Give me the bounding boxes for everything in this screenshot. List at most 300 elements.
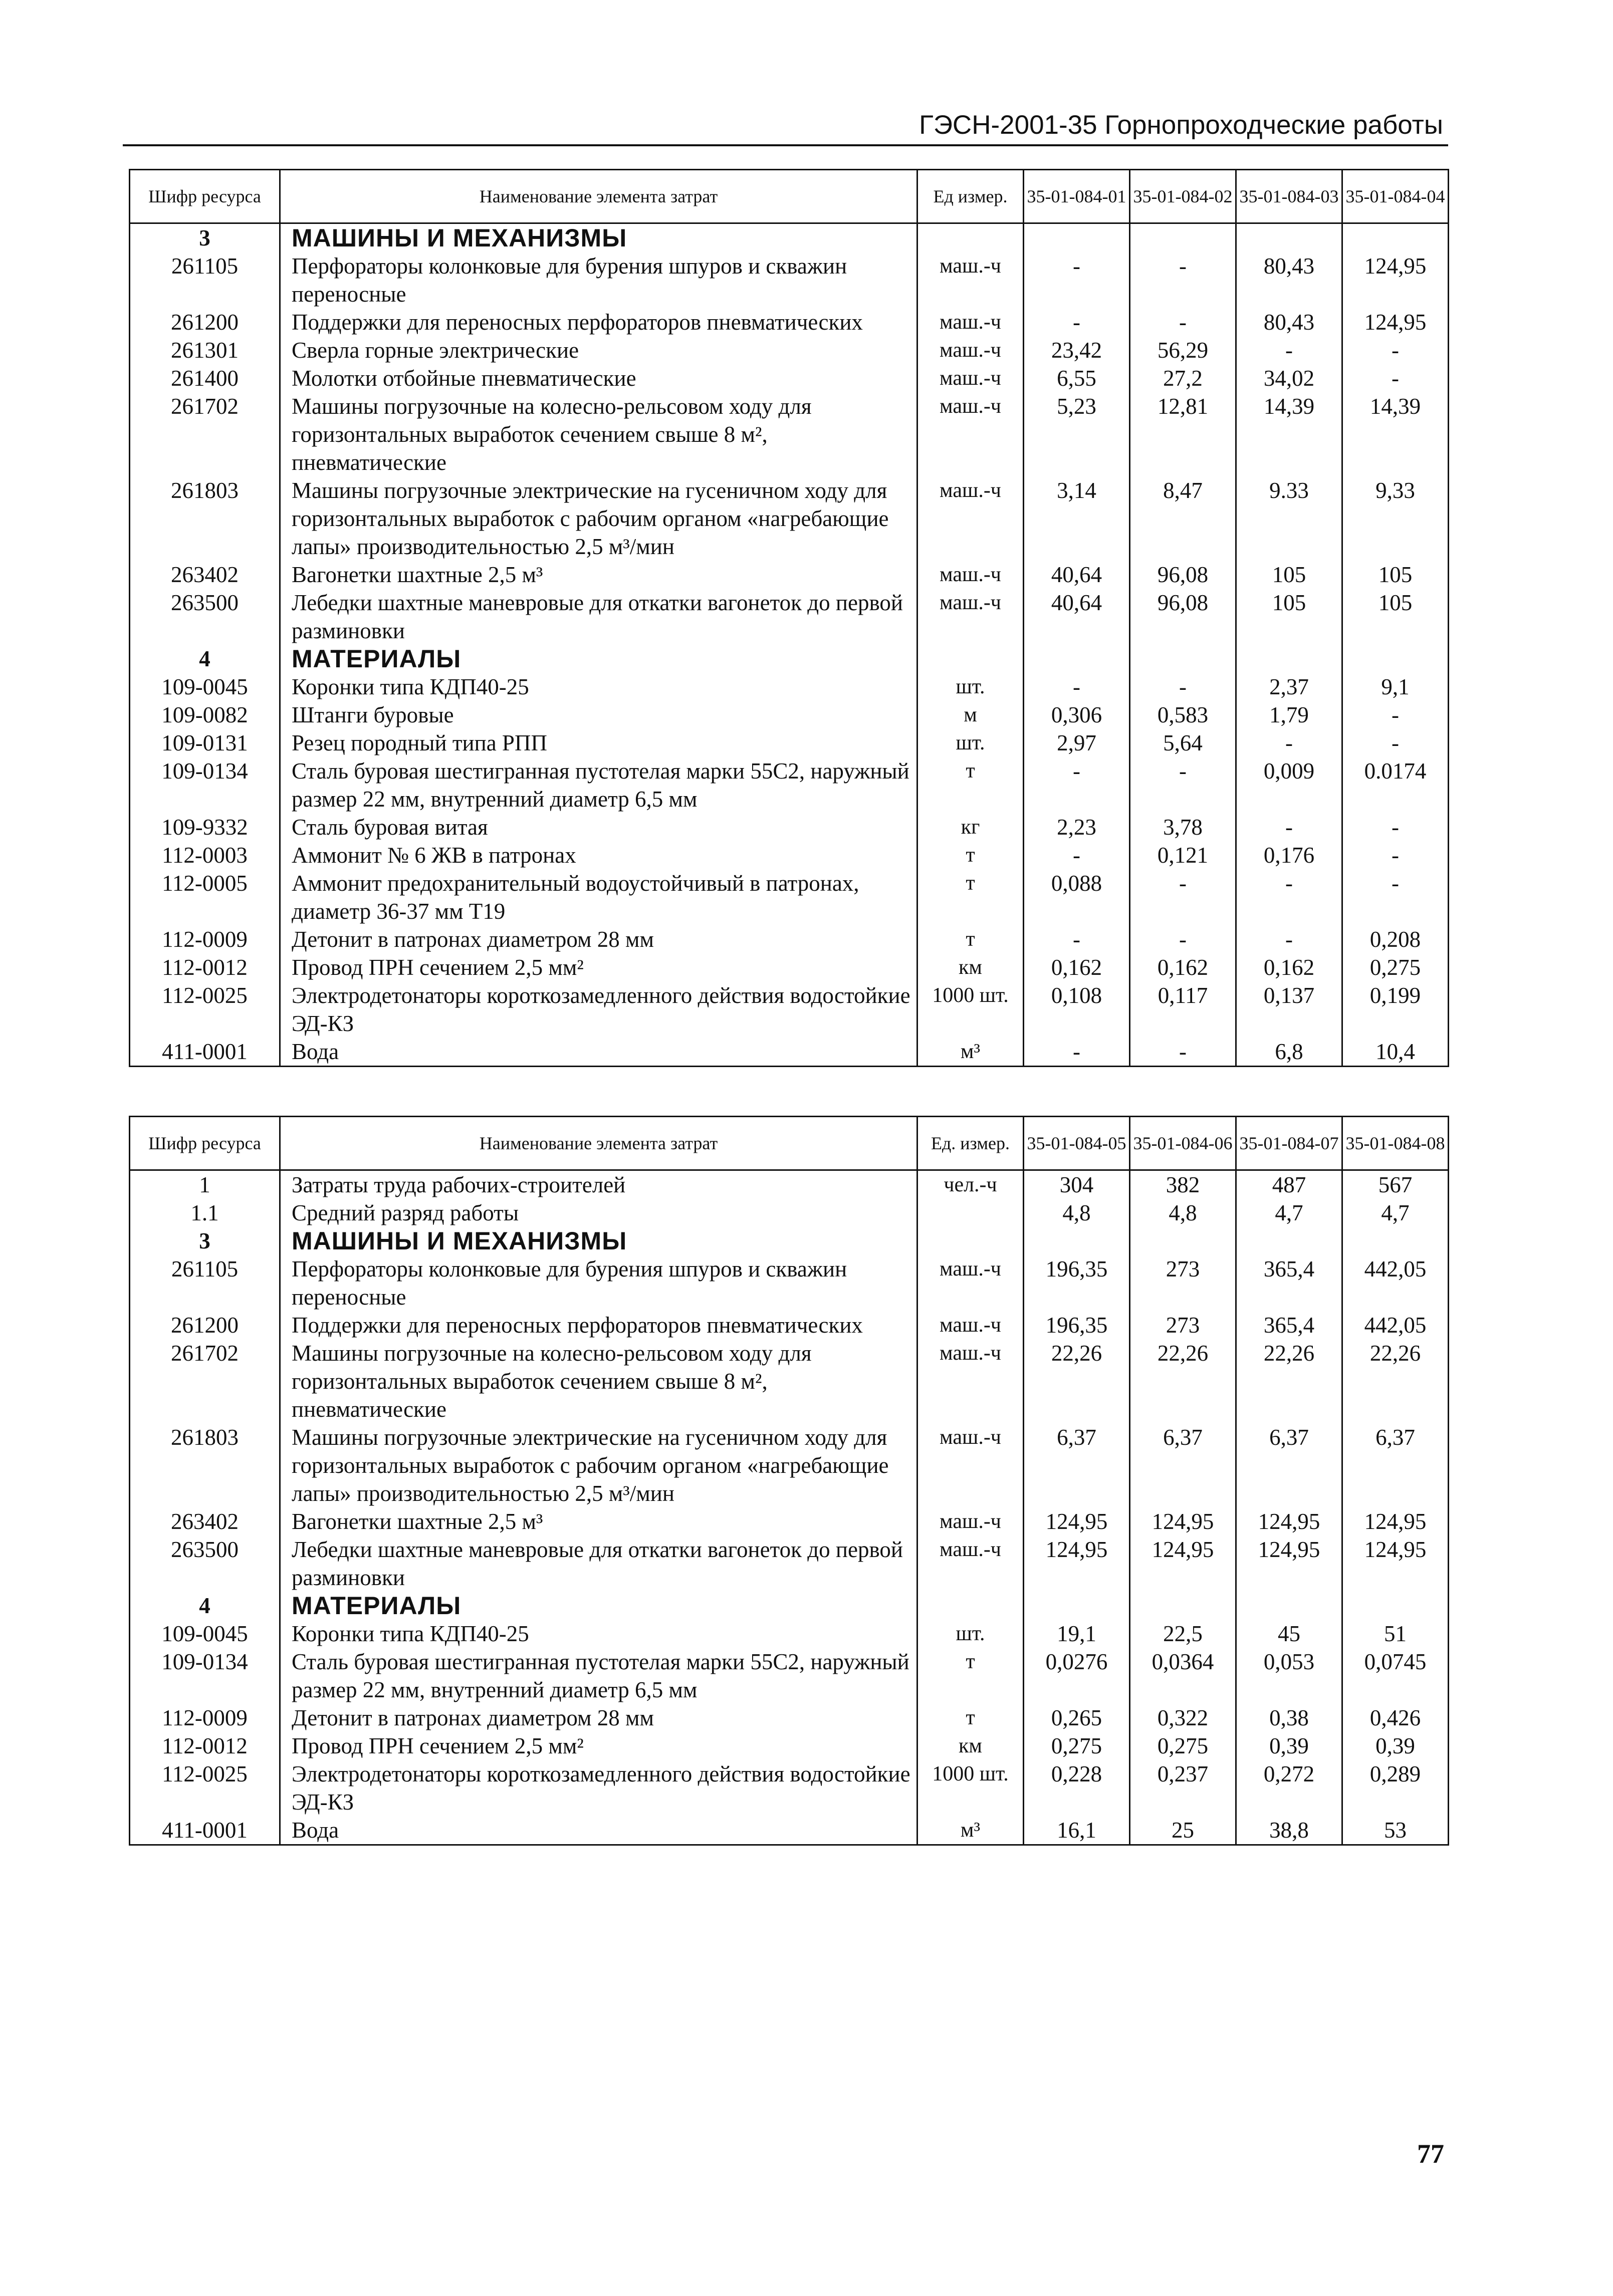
unit-cell: маш.-ч xyxy=(917,364,1024,392)
table-row xyxy=(130,813,1449,841)
column-header: 35-01-084-02 xyxy=(1130,170,1236,223)
value-cell: 0,208 xyxy=(1342,925,1449,953)
value-cell: 19,1 xyxy=(1024,1620,1130,1648)
column-header: 35-01-084-03 xyxy=(1236,170,1342,223)
value-cell: 0,583 xyxy=(1130,701,1236,729)
cost-element-name-cell: МАШИНЫ И МЕХАНИЗМЫ xyxy=(280,1227,917,1255)
unit-cell: маш.-ч xyxy=(917,308,1024,336)
value-cell: 0,275 xyxy=(1130,1732,1236,1760)
value-cell: 0,228 xyxy=(1024,1760,1130,1816)
resource-code-cell: 261803 xyxy=(130,1423,280,1507)
value-cell: 12,81 xyxy=(1130,392,1236,476)
value-cell: - xyxy=(1130,757,1236,813)
value-cell: 80,43 xyxy=(1236,252,1342,308)
value-cell: 124,95 xyxy=(1342,252,1449,308)
value-cell: 124,95 xyxy=(1342,308,1449,336)
value-cell: 9.33 xyxy=(1236,476,1342,561)
table-row xyxy=(130,757,1449,813)
value-cell: 124,95 xyxy=(1024,1507,1130,1536)
value-cell: - xyxy=(1024,841,1130,869)
section-row xyxy=(130,645,1449,673)
cost-element-name-cell: Поддержки для переносных перфораторов пневматических xyxy=(280,1311,917,1339)
section-row xyxy=(130,1227,1449,1255)
value-cell: 487 xyxy=(1236,1170,1342,1199)
value-cell: 0,108 xyxy=(1024,981,1130,1038)
value-cell: 0,322 xyxy=(1130,1704,1236,1732)
value-cell xyxy=(1236,223,1342,252)
resource-code-cell: 3 xyxy=(130,1227,280,1255)
value-cell: - xyxy=(1024,757,1130,813)
value-cell: 0,0276 xyxy=(1024,1648,1130,1704)
value-cell: 22,26 xyxy=(1236,1339,1342,1423)
table-row xyxy=(130,476,1449,561)
value-cell: 124,95 xyxy=(1342,1536,1449,1592)
resource-code-cell: 261803 xyxy=(130,476,280,561)
cost-element-name-cell: Машины погрузочные на колесно-рельсовом ходу для горизонтальных выработок сечением свыше 8 м², пневматические xyxy=(280,392,917,476)
resource-code-cell: 109-9332 xyxy=(130,813,280,841)
resource-code-cell: 3 xyxy=(130,223,280,252)
table-row xyxy=(130,925,1449,953)
value-cell: 96,08 xyxy=(1130,589,1236,645)
resource-code-cell: 261105 xyxy=(130,1255,280,1311)
value-cell: 1,79 xyxy=(1236,701,1342,729)
value-cell: 6,8 xyxy=(1236,1038,1342,1067)
resource-code-cell: 109-0082 xyxy=(130,701,280,729)
cost-element-name-cell: Лебедки шахтные маневровые для откатки вагонеток до первой разминовки xyxy=(280,1536,917,1592)
value-cell: 0,162 xyxy=(1236,953,1342,981)
cost-element-name-cell: Молотки отбойные пневматические xyxy=(280,364,917,392)
cost-element-name-cell: Сталь буровая шестигранная пустотелая марки 55С2, наружный размер 22 мм, внутренний диаметр 6,5 мм xyxy=(280,1648,917,1704)
value-cell: - xyxy=(1342,841,1449,869)
value-cell: 56,29 xyxy=(1130,336,1236,364)
cost-element-name-cell: Сталь буровая витая xyxy=(280,813,917,841)
value-cell: 2,37 xyxy=(1236,673,1342,701)
table-row xyxy=(130,392,1449,476)
value-cell: 22,26 xyxy=(1342,1339,1449,1423)
value-cell xyxy=(1342,645,1449,673)
value-cell: 22,5 xyxy=(1130,1620,1236,1648)
cost-element-name-cell: Средний разряд работы xyxy=(280,1199,917,1227)
resource-code-cell: 109-0131 xyxy=(130,729,280,757)
value-cell: - xyxy=(1024,252,1130,308)
value-cell: 105 xyxy=(1342,589,1449,645)
resource-code-cell: 112-0003 xyxy=(130,841,280,869)
value-cell: 0,0364 xyxy=(1130,1648,1236,1704)
value-cell: 124,95 xyxy=(1236,1536,1342,1592)
value-cell: 196,35 xyxy=(1024,1255,1130,1311)
value-cell: 0,272 xyxy=(1236,1760,1342,1816)
resource-code-cell: 411-0001 xyxy=(130,1816,280,1845)
resource-code-cell: 112-0009 xyxy=(130,1704,280,1732)
unit-cell: т xyxy=(917,1648,1024,1704)
value-cell: 14,39 xyxy=(1342,392,1449,476)
value-cell: 0,275 xyxy=(1024,1732,1130,1760)
value-cell: 304 xyxy=(1024,1170,1130,1199)
value-cell: 22,26 xyxy=(1024,1339,1130,1423)
resource-code-cell: 261105 xyxy=(130,252,280,308)
column-header: 35-01-084-06 xyxy=(1130,1117,1236,1170)
value-cell: 2,97 xyxy=(1024,729,1130,757)
resource-code-cell: 263402 xyxy=(130,1507,280,1536)
value-cell: 0,121 xyxy=(1130,841,1236,869)
table-row xyxy=(130,1339,1449,1423)
unit-cell: маш.-ч xyxy=(917,561,1024,589)
resource-code-cell: 109-0134 xyxy=(130,757,280,813)
cost-element-name-cell: Вода xyxy=(280,1816,917,1845)
unit-cell: маш.-ч xyxy=(917,252,1024,308)
document-title: ГЭСН-2001-35 Горнопроходческие работы xyxy=(919,110,1443,140)
value-cell: 40,64 xyxy=(1024,561,1130,589)
value-cell: 124,95 xyxy=(1024,1536,1130,1592)
cost-element-name-cell: Машины погрузочные электрические на гусеничном ходу для горизонтальных выработок с рабочим органом «нагребающие лапы» производительностью 2,5 м³/мин xyxy=(280,476,917,561)
table-row xyxy=(130,729,1449,757)
value-cell: - xyxy=(1130,925,1236,953)
value-cell: - xyxy=(1236,925,1342,953)
value-cell: 0,009 xyxy=(1236,757,1342,813)
resource-code-cell: 1.1 xyxy=(130,1199,280,1227)
value-cell xyxy=(1236,1227,1342,1255)
cost-element-name-cell: Электродетонаторы короткозамедленного действия водостойкие ЭД-КЗ xyxy=(280,1760,917,1816)
column-header: Наименование элемента затрат xyxy=(280,170,917,223)
cost-element-name-cell: Детонит в патронах диаметром 28 мм xyxy=(280,925,917,953)
table-row xyxy=(130,308,1449,336)
value-cell: - xyxy=(1024,925,1130,953)
unit-cell xyxy=(917,223,1024,252)
unit-cell: маш.-ч xyxy=(917,476,1024,561)
value-cell: - xyxy=(1130,252,1236,308)
unit-cell: т xyxy=(917,1704,1024,1732)
value-cell: - xyxy=(1236,336,1342,364)
value-cell: 34,02 xyxy=(1236,364,1342,392)
unit-cell xyxy=(917,1199,1024,1227)
value-cell: 273 xyxy=(1130,1311,1236,1339)
cost-element-name-cell: Перфораторы колонковые для бурения шпуров и скважин переносные xyxy=(280,252,917,308)
unit-cell: 1000 шт. xyxy=(917,981,1024,1038)
unit-cell: м xyxy=(917,701,1024,729)
unit-cell: кг xyxy=(917,813,1024,841)
resource-code-cell: 4 xyxy=(130,645,280,673)
table-header-row xyxy=(130,1117,1449,1170)
value-cell xyxy=(1024,1592,1130,1620)
value-cell xyxy=(1342,223,1449,252)
unit-cell: маш.-ч xyxy=(917,1255,1024,1311)
cost-element-name-cell: Вода xyxy=(280,1038,917,1067)
cost-element-name-cell: Коронки типа КДП40-25 xyxy=(280,673,917,701)
cost-element-name-cell: Коронки типа КДП40-25 xyxy=(280,1620,917,1648)
column-header: 35-01-084-01 xyxy=(1024,170,1130,223)
value-cell: - xyxy=(1130,308,1236,336)
value-cell xyxy=(1024,645,1130,673)
value-cell xyxy=(1024,1227,1130,1255)
value-cell xyxy=(1024,223,1130,252)
cost-element-name-cell: Резец породный типа РПП xyxy=(280,729,917,757)
resource-code-cell: 112-0012 xyxy=(130,953,280,981)
value-cell xyxy=(1342,1227,1449,1255)
value-cell xyxy=(1342,1592,1449,1620)
unit-cell: км xyxy=(917,1732,1024,1760)
unit-cell: чел.-ч xyxy=(917,1170,1024,1199)
column-header: Наименование элемента затрат xyxy=(280,1117,917,1170)
cost-element-name-cell: Детонит в патронах диаметром 28 мм xyxy=(280,1704,917,1732)
value-cell: 0,117 xyxy=(1130,981,1236,1038)
cost-element-name-cell: Сталь буровая шестигранная пустотелая марки 55С2, наружный размер 22 мм, внутренний диаметр 6,5 мм xyxy=(280,757,917,813)
table-row xyxy=(130,336,1449,364)
value-cell: 9,1 xyxy=(1342,673,1449,701)
unit-cell: шт. xyxy=(917,673,1024,701)
value-cell: 0,265 xyxy=(1024,1704,1130,1732)
resource-code-cell: 261200 xyxy=(130,308,280,336)
value-cell: 0,0745 xyxy=(1342,1648,1449,1704)
cost-element-name-cell: Машины погрузочные на колесно-рельсовом ходу для горизонтальных выработок сечением свыше 8 м², пневматические xyxy=(280,1339,917,1423)
value-cell: 365,4 xyxy=(1236,1255,1342,1311)
value-cell: 196,35 xyxy=(1024,1311,1130,1339)
value-cell: 8,47 xyxy=(1130,476,1236,561)
resource-code-cell: 112-0025 xyxy=(130,1760,280,1816)
value-cell: 5,64 xyxy=(1130,729,1236,757)
table-row xyxy=(130,1423,1449,1507)
value-cell: - xyxy=(1236,869,1342,925)
value-cell: - xyxy=(1130,869,1236,925)
value-cell: - xyxy=(1342,336,1449,364)
value-cell: 0,199 xyxy=(1342,981,1449,1038)
value-cell xyxy=(1236,1592,1342,1620)
resource-code-cell: 112-0012 xyxy=(130,1732,280,1760)
value-cell: - xyxy=(1342,813,1449,841)
unit-cell xyxy=(917,1592,1024,1620)
value-cell xyxy=(1130,645,1236,673)
cost-element-name-cell: МАШИНЫ И МЕХАНИЗМЫ xyxy=(280,223,917,252)
value-cell: 0,289 xyxy=(1342,1760,1449,1816)
unit-cell: маш.-ч xyxy=(917,1311,1024,1339)
unit-cell: маш.-ч xyxy=(917,1507,1024,1536)
cost-element-name-cell: Вагонетки шахтные 2,5 м³ xyxy=(280,561,917,589)
value-cell: - xyxy=(1024,673,1130,701)
resource-code-cell: 261400 xyxy=(130,364,280,392)
cost-element-name-cell: Машины погрузочные электрические на гусеничном ходу для горизонтальных выработок с рабочим органом «нагребающие лапы» производительностью 2,5 м³/мин xyxy=(280,1423,917,1507)
unit-cell: т xyxy=(917,869,1024,925)
value-cell: 9,33 xyxy=(1342,476,1449,561)
column-header: 35-01-084-04 xyxy=(1342,170,1449,223)
cost-element-name-cell: Лебедки шахтные маневровые для откатки вагонеток до первой разминовки xyxy=(280,589,917,645)
value-cell: - xyxy=(1342,729,1449,757)
value-cell: 6,37 xyxy=(1236,1423,1342,1507)
column-header: Шифр ресурса xyxy=(130,170,280,223)
cost-element-name-cell: Штанги буровые xyxy=(280,701,917,729)
value-cell: 10,4 xyxy=(1342,1038,1449,1067)
value-cell: 14,39 xyxy=(1236,392,1342,476)
cost-element-name-cell: Провод ПРН сечением 2,5 мм² xyxy=(280,1732,917,1760)
value-cell: 0,39 xyxy=(1342,1732,1449,1760)
value-cell: - xyxy=(1024,1038,1130,1067)
value-cell: 105 xyxy=(1236,561,1342,589)
value-cell: 124,95 xyxy=(1342,1507,1449,1536)
cost-element-name-cell: МАТЕРИАЛЫ xyxy=(280,1592,917,1620)
value-cell: 105 xyxy=(1236,589,1342,645)
resource-table-1 xyxy=(129,169,1449,1067)
value-cell: 124,95 xyxy=(1130,1507,1236,1536)
value-cell: - xyxy=(1130,673,1236,701)
value-cell xyxy=(1130,1592,1236,1620)
table-row xyxy=(130,1507,1449,1536)
unit-cell: маш.-ч xyxy=(917,392,1024,476)
value-cell: 442,05 xyxy=(1342,1255,1449,1311)
resource-code-cell: 109-0045 xyxy=(130,673,280,701)
value-cell: 6,37 xyxy=(1024,1423,1130,1507)
table-row xyxy=(130,841,1449,869)
table-row xyxy=(130,869,1449,925)
value-cell: 23,42 xyxy=(1024,336,1130,364)
section-row xyxy=(130,1592,1449,1620)
value-cell: 96,08 xyxy=(1130,561,1236,589)
value-cell: 442,05 xyxy=(1342,1311,1449,1339)
table-row xyxy=(130,1255,1449,1311)
value-cell: 3,14 xyxy=(1024,476,1130,561)
value-cell: 365,4 xyxy=(1236,1311,1342,1339)
table-row xyxy=(130,953,1449,981)
table-row xyxy=(130,673,1449,701)
unit-cell xyxy=(917,645,1024,673)
column-header: Ед измер. xyxy=(917,170,1024,223)
value-cell: 0,053 xyxy=(1236,1648,1342,1704)
resource-code-cell: 109-0045 xyxy=(130,1620,280,1648)
table-row xyxy=(130,1760,1449,1816)
column-header: Ед. измер. xyxy=(917,1117,1024,1170)
unit-cell: шт. xyxy=(917,1620,1024,1648)
value-cell: 0,38 xyxy=(1236,1704,1342,1732)
value-cell: 0,088 xyxy=(1024,869,1130,925)
value-cell: - xyxy=(1342,364,1449,392)
unit-cell: маш.-ч xyxy=(917,1339,1024,1423)
resource-code-cell: 109-0134 xyxy=(130,1648,280,1704)
cost-element-name-cell: Аммонит № 6 ЖВ в патронах xyxy=(280,841,917,869)
unit-cell: т xyxy=(917,841,1024,869)
cost-element-name-cell: Электродетонаторы короткозамедленного действия водостойкие ЭД-КЗ xyxy=(280,981,917,1038)
value-cell xyxy=(1130,1227,1236,1255)
value-cell: 0,306 xyxy=(1024,701,1130,729)
unit-cell xyxy=(917,1227,1024,1255)
unit-cell: маш.-ч xyxy=(917,1423,1024,1507)
cost-element-name-cell: Аммонит предохранительный водоустойчивый в патронах, диаметр 36-37 мм Т19 xyxy=(280,869,917,925)
resource-code-cell: 112-0005 xyxy=(130,869,280,925)
unit-cell: маш.-ч xyxy=(917,589,1024,645)
value-cell: - xyxy=(1236,813,1342,841)
value-cell: 4,7 xyxy=(1236,1199,1342,1227)
cost-element-name-cell: Поддержки для переносных перфораторов пневматических xyxy=(280,308,917,336)
value-cell: 124,95 xyxy=(1130,1536,1236,1592)
resource-code-cell: 1 xyxy=(130,1170,280,1199)
value-cell: 38,8 xyxy=(1236,1816,1342,1845)
table-row xyxy=(130,252,1449,308)
value-cell: 0.0174 xyxy=(1342,757,1449,813)
table-row xyxy=(130,1648,1449,1704)
cost-element-name-cell: Перфораторы колонковые для бурения шпуров и скважин переносные xyxy=(280,1255,917,1311)
value-cell: 0,162 xyxy=(1130,953,1236,981)
column-header: 35-01-084-07 xyxy=(1236,1117,1342,1170)
table-row xyxy=(130,1199,1449,1227)
unit-cell: маш.-ч xyxy=(917,1536,1024,1592)
value-cell: 53 xyxy=(1342,1816,1449,1845)
value-cell: 0,162 xyxy=(1024,953,1130,981)
resource-code-cell: 261301 xyxy=(130,336,280,364)
value-cell: - xyxy=(1130,1038,1236,1067)
table-row xyxy=(130,1620,1449,1648)
value-cell: 0,176 xyxy=(1236,841,1342,869)
resource-code-cell: 411-0001 xyxy=(130,1038,280,1067)
table-row xyxy=(130,701,1449,729)
table-row xyxy=(130,981,1449,1038)
value-cell: 3,78 xyxy=(1130,813,1236,841)
column-header: 35-01-084-08 xyxy=(1342,1117,1449,1170)
value-cell: - xyxy=(1024,308,1130,336)
value-cell: 51 xyxy=(1342,1620,1449,1648)
value-cell: 273 xyxy=(1130,1255,1236,1311)
column-header: Шифр ресурса xyxy=(130,1117,280,1170)
cost-element-name-cell: МАТЕРИАЛЫ xyxy=(280,645,917,673)
value-cell: 105 xyxy=(1342,561,1449,589)
table-row xyxy=(130,1311,1449,1339)
resource-code-cell: 261702 xyxy=(130,392,280,476)
value-cell: 4,8 xyxy=(1024,1199,1130,1227)
unit-cell: м³ xyxy=(917,1038,1024,1067)
table-header-row xyxy=(130,170,1449,223)
unit-cell: км xyxy=(917,953,1024,981)
value-cell: 5,23 xyxy=(1024,392,1130,476)
page-number: 77 xyxy=(1417,2139,1444,2169)
value-cell: 25 xyxy=(1130,1816,1236,1845)
cost-element-name-cell: Затраты труда рабочих-строителей xyxy=(280,1170,917,1199)
value-cell: 2,23 xyxy=(1024,813,1130,841)
table-row xyxy=(130,589,1449,645)
table-row xyxy=(130,1816,1449,1845)
page-header xyxy=(123,109,1448,146)
resource-code-cell: 4 xyxy=(130,1592,280,1620)
resource-code-cell: 263500 xyxy=(130,1536,280,1592)
value-cell: 6,37 xyxy=(1130,1423,1236,1507)
table-row xyxy=(130,1170,1449,1199)
value-cell xyxy=(1236,645,1342,673)
value-cell: 4,7 xyxy=(1342,1199,1449,1227)
table-row xyxy=(130,364,1449,392)
table-row xyxy=(130,1704,1449,1732)
value-cell: 6,37 xyxy=(1342,1423,1449,1507)
value-cell: - xyxy=(1342,701,1449,729)
section-row xyxy=(130,223,1449,252)
unit-cell: маш.-ч xyxy=(917,336,1024,364)
unit-cell: т xyxy=(917,757,1024,813)
value-cell: 4,8 xyxy=(1130,1199,1236,1227)
cost-element-name-cell: Вагонетки шахтные 2,5 м³ xyxy=(280,1507,917,1536)
resource-code-cell: 263500 xyxy=(130,589,280,645)
resource-code-cell: 261200 xyxy=(130,1311,280,1339)
resource-code-cell: 263402 xyxy=(130,561,280,589)
unit-cell: 1000 шт. xyxy=(917,1760,1024,1816)
resource-code-cell: 112-0025 xyxy=(130,981,280,1038)
value-cell: 0,39 xyxy=(1236,1732,1342,1760)
value-cell: 27,2 xyxy=(1130,364,1236,392)
column-header: 35-01-084-05 xyxy=(1024,1117,1130,1170)
value-cell: 0,275 xyxy=(1342,953,1449,981)
value-cell: 16,1 xyxy=(1024,1816,1130,1845)
unit-cell: шт. xyxy=(917,729,1024,757)
value-cell: 382 xyxy=(1130,1170,1236,1199)
value-cell: - xyxy=(1236,729,1342,757)
value-cell: 0,426 xyxy=(1342,1704,1449,1732)
value-cell: 0,237 xyxy=(1130,1760,1236,1816)
value-cell: 40,64 xyxy=(1024,589,1130,645)
unit-cell: т xyxy=(917,925,1024,953)
table-row xyxy=(130,1536,1449,1592)
value-cell xyxy=(1130,223,1236,252)
